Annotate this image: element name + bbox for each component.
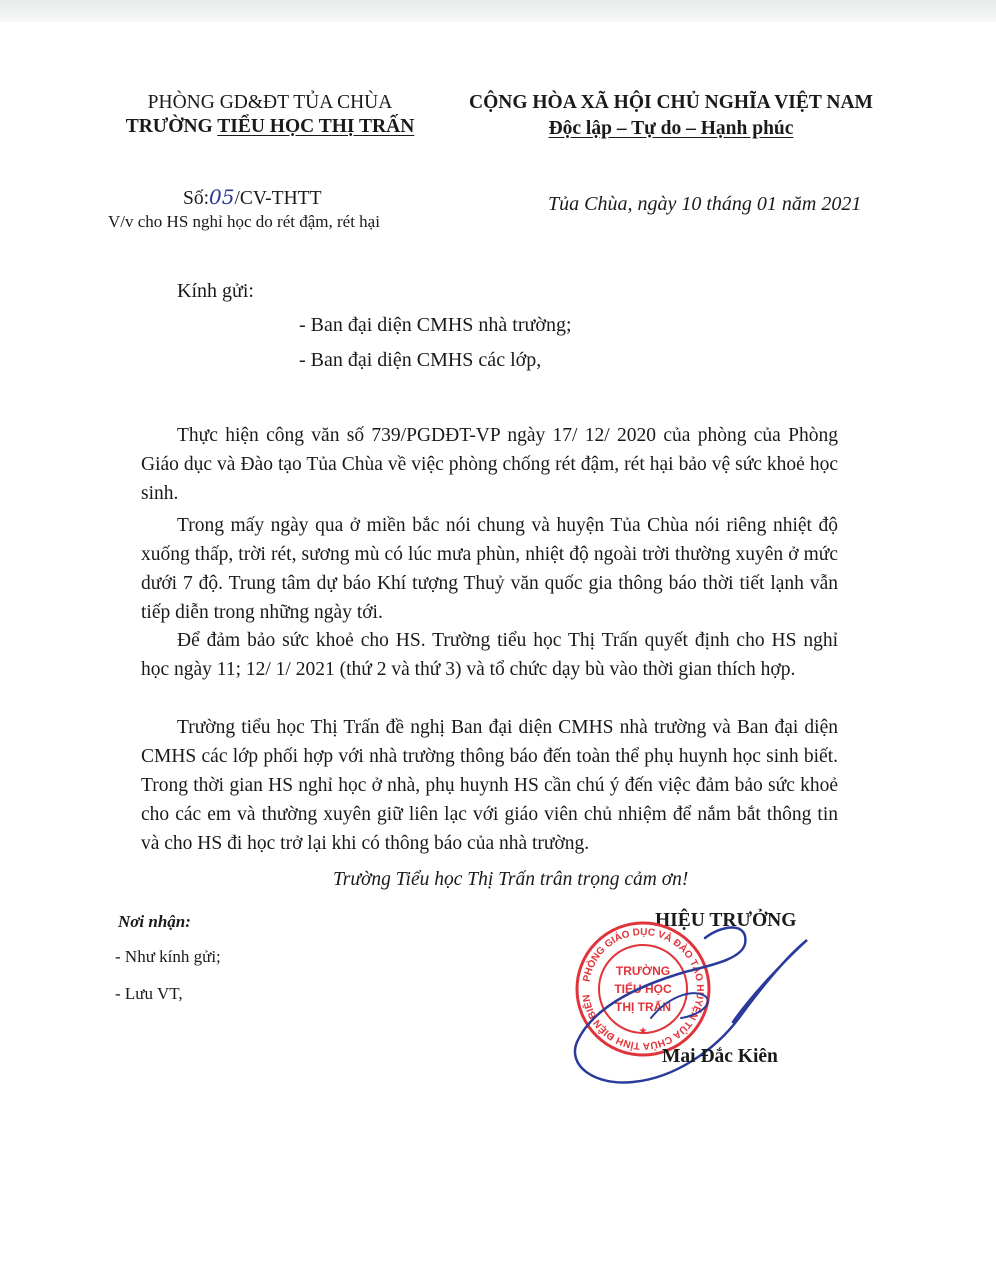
- signature-loop: [651, 993, 708, 1018]
- place-date: [548, 193, 861, 216]
- recipient-item: [299, 349, 541, 372]
- body-paragraph: Thực hiện công văn số 739/PGDĐT-VP ngày 17/ 12/ 2020 của phòng của Phòng Giáo dục và Đào tạo Tủa Chùa về việc phòng chống rét đậm, rét hại bảo vệ sức khoẻ học sinh.: [141, 425, 838, 504]
- motto-text: Độc lập – Tự do – Hạnh phúc: [548, 118, 794, 139]
- number-label: Số:: [183, 188, 210, 209]
- body-paragraph: Trong mấy ngày qua ở miền bắc nói chung và huyện Tủa Chùa nói riêng nhiệt độ xuống thấp, trời rét, sương mù có lúc mưa phùn, nhiệt độ ngoài trời thường xuyên ở mức dưới 7 độ. Trung tâm dự báo Khí tượng Thuỷ văn quốc gia thông báo thời tiết lạnh vẫn tiếp diễn trong những ngày tới.: [141, 515, 838, 623]
- signer-name-text: Mai Đắc Kiên: [662, 1046, 778, 1067]
- signature: [555, 900, 815, 1100]
- footer-recipient-text: - Lưu VT,: [115, 984, 183, 1003]
- greeting-text: Kính gửi:: [177, 280, 254, 302]
- stamp-star-icon: ★: [638, 1026, 648, 1037]
- stamp-line-3: THỊ TRẤN: [615, 1000, 671, 1014]
- recipients-title: [118, 912, 191, 932]
- stamp-ring-text: PHÒNG GIÁO DỤC VÀ ĐÀO TẠO HUYỆN TỦA CHÙA TỈNH ĐIỆN BIÊN: [581, 926, 706, 1052]
- signer-name: [662, 1046, 778, 1068]
- document-subject: [108, 212, 380, 232]
- document-number: [183, 185, 322, 210]
- stamp-line-1: TRƯỜNG: [615, 964, 671, 978]
- footer-recipient-text: - Như kính gửi;: [115, 947, 221, 966]
- motto: [448, 118, 894, 140]
- recipient-item-text: - Ban đại diện CMHS các lớp,: [299, 349, 542, 371]
- number-suffix: /CV-THTT: [234, 188, 322, 209]
- recipient-item-text: - Ban đại diện CMHS nhà trường;: [299, 314, 572, 336]
- body-paragraph: Để đảm bảo sức khoẻ cho HS. Trường tiểu học Thị Trấn quyết định cho HS nghỉ học ngày 11; 12/ 1/ 2021 (thứ 2 và thứ 3) và tổ chức dạy bù vào thời gian thích hợp.: [141, 630, 838, 680]
- department-name: [120, 92, 420, 114]
- place-date-text: Tủa Chùa, ngày 10 tháng 01 năm 2021: [548, 193, 862, 215]
- nation-text: CỘNG HÒA XÃ HỘI CHỦ NGHĨA VIỆT NAM: [469, 92, 873, 113]
- recipient-item: [299, 314, 572, 337]
- department-text: PHÒNG GD&ĐT TỦA CHÙA: [147, 92, 393, 113]
- nation-title: [448, 92, 894, 114]
- number-handwritten: 05: [209, 185, 235, 209]
- closing-text: Trường Tiểu học Thị Trấn trân trọng cảm ơn!: [333, 869, 689, 890]
- closing-line: [333, 869, 688, 891]
- recipients-title-text: Nơi nhận:: [118, 912, 191, 931]
- stamp-line-2: TIỂU HỌC: [614, 982, 672, 996]
- school-name-text: TIỂU HỌC THỊ TRẤN: [217, 116, 415, 137]
- greeting: [177, 280, 254, 303]
- signer-title-text: HIỆU TRƯỞNG: [655, 910, 797, 931]
- school-prefix: TRƯỜNG: [125, 116, 213, 137]
- footer-recipient: [115, 984, 183, 1004]
- scan-top-edge: [0, 0, 996, 22]
- body-paragraph: Trường tiểu học Thị Trấn đề nghị Ban đại diện CMHS nhà trường và Ban đại diện CMHS các lớp phối hợp với nhà trường thông báo đến toàn thể phụ huynh học sinh biết. Trong thời gian HS nghỉ học ở nhà, phụ huynh HS cần chú ý đến việc đảm bảo sức khoẻ cho các em và thường xuyên giữ liên lạc với giáo viên chủ nhiệm để nắm bắt thông tin và cho HS đi học trở lại khi có thông báo của nhà trường.: [141, 717, 838, 854]
- footer-recipient: [115, 947, 221, 967]
- school-name: [110, 116, 430, 138]
- subject-text: V/v cho HS nghỉ học do rét đậm, rét hại: [108, 212, 380, 231]
